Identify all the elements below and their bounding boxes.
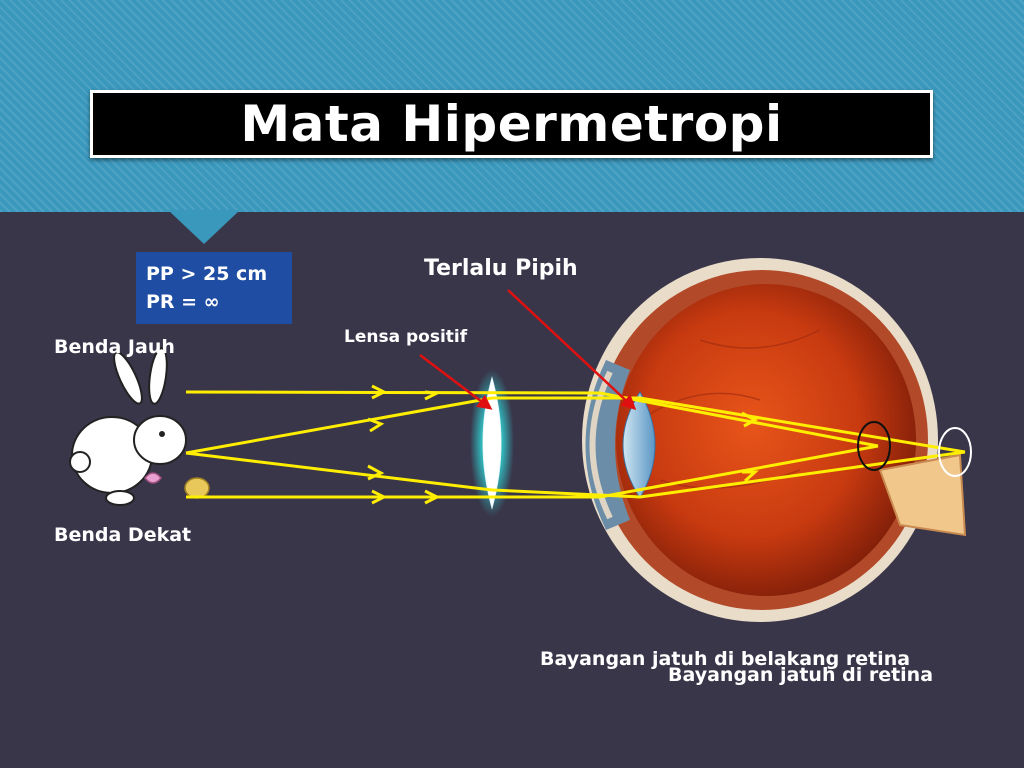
image-on-retina-label: Bayangan jatuh di retina (668, 664, 934, 686)
page-title: Mata Hipermetropi (240, 95, 783, 153)
rabbit-icon (70, 347, 186, 505)
ray-near-bottom-in (186, 453, 492, 490)
eyeball (582, 258, 965, 622)
ray-arrow (368, 419, 381, 431)
image-behind-retina-label: Bayangan jatuh di belakang retina (540, 648, 911, 670)
far-object-label: Benda Jauh (54, 336, 175, 358)
ray-arrow (425, 392, 437, 399)
near-object-label: Benda Dekat (54, 524, 192, 546)
vitreous (616, 284, 916, 596)
ray-near-top-in (186, 398, 492, 453)
egg-icon (185, 478, 209, 498)
too-flat-label: Terlalu Pipih (424, 256, 578, 281)
positive-lens-label: Lensa positif (344, 327, 468, 347)
pr-text: PR = ∞ (146, 291, 220, 313)
ray-far-top (186, 392, 600, 393)
pp-text: PP > 25 cm (146, 263, 268, 285)
pointer-arrow-lens (420, 355, 490, 408)
positive-lens (470, 369, 514, 517)
